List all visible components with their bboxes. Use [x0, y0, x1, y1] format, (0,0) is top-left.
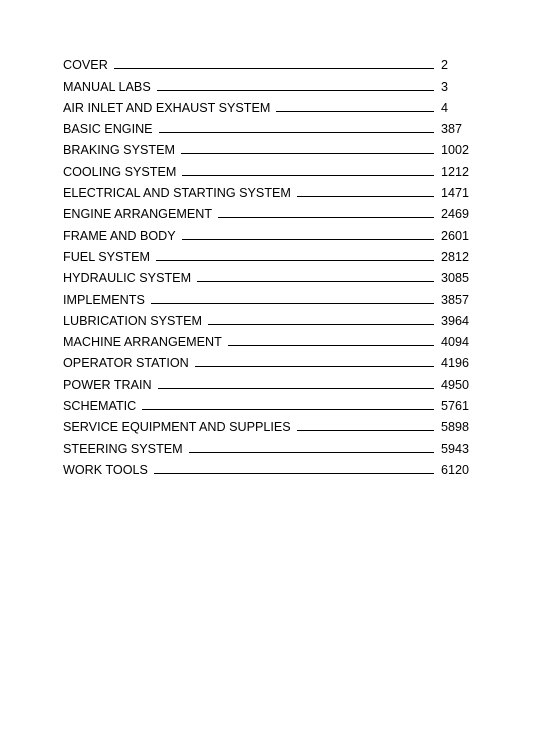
toc-entry-basic-engine[interactable]: [63, 115, 469, 136]
toc-entry-page: 4: [441, 100, 449, 115]
toc-entry-title: LUBRICATION SYSTEM: [63, 313, 203, 328]
toc-leader-line: [208, 324, 434, 325]
toc-leader-line: [276, 111, 434, 112]
toc-entry-machine-arrangement[interactable]: [63, 328, 469, 349]
toc-leader-line: [218, 217, 434, 218]
toc-entry-page: 5898: [440, 420, 469, 435]
toc-leader-line: [157, 90, 434, 91]
toc-entry-title: FUEL SYSTEM: [63, 249, 151, 264]
toc-entry-page: 4196: [440, 356, 469, 371]
toc-leader-line: [154, 473, 434, 474]
toc-entry-page: 3964: [440, 313, 469, 328]
toc-entry-title: ENGINE ARRANGEMENT: [63, 207, 213, 222]
toc-leader-line: [189, 452, 434, 453]
toc-entry-title: SERVICE EQUIPMENT AND SUPPLIES: [63, 420, 291, 435]
toc-entry-service-equipment-and-supplies[interactable]: [63, 413, 469, 434]
toc-leader-line: [159, 132, 434, 133]
toc-entry-hydraulic-system[interactable]: [63, 264, 469, 285]
toc-leader-line: [297, 430, 434, 431]
toc-entry-cooling-system[interactable]: [63, 157, 469, 178]
toc-leader-line: [182, 175, 434, 176]
toc-entry-title: BRAKING SYSTEM: [63, 143, 175, 158]
toc-entry-manual-labs[interactable]: [63, 72, 469, 93]
toc-entry-page: 3857: [440, 292, 469, 307]
toc-entry-implements[interactable]: [63, 285, 469, 306]
toc-entry-title: IMPLEMENTS: [63, 292, 145, 307]
toc-entry-page: 3: [441, 79, 449, 94]
toc-entry-work-tools[interactable]: [63, 456, 469, 477]
toc-leader-line: [197, 281, 434, 282]
toc-entry-title: COOLING SYSTEM: [63, 164, 177, 179]
toc-leader-line: [181, 153, 434, 154]
toc-entry-page: 1212: [440, 164, 469, 179]
toc-entry-page: 387: [441, 122, 463, 137]
table-of-contents: [63, 51, 469, 477]
toc-entry-page: 2: [441, 58, 449, 73]
toc-entry-cover[interactable]: [63, 51, 469, 72]
toc-leader-line: [182, 239, 434, 240]
toc-entry-page: 5761: [440, 399, 469, 414]
toc-entry-electrical-and-starting-system[interactable]: [63, 179, 469, 200]
toc-entry-schematic[interactable]: [63, 392, 469, 413]
toc-entry-steering-system[interactable]: [63, 434, 469, 455]
toc-entry-title: FRAME AND BODY: [63, 228, 176, 243]
toc-entry-air-inlet-and-exhaust-system[interactable]: [63, 94, 469, 115]
toc-entry-operator-station[interactable]: [63, 349, 469, 370]
toc-leader-line: [156, 260, 434, 261]
toc-entry-frame-and-body[interactable]: [63, 221, 469, 242]
toc-leader-line: [142, 409, 434, 410]
toc-entry-title: SCHEMATIC: [63, 399, 137, 414]
toc-entry-page: 1002: [440, 143, 469, 158]
toc-entry-title: ELECTRICAL AND STARTING SYSTEM: [63, 186, 291, 201]
toc-entry-braking-system[interactable]: [63, 136, 469, 157]
toc-leader-line: [195, 366, 434, 367]
toc-leader-line: [151, 303, 434, 304]
toc-entry-title: OPERATOR STATION: [63, 356, 189, 371]
toc-entry-fuel-system[interactable]: [63, 243, 469, 264]
toc-entry-lubrication-system[interactable]: [63, 307, 469, 328]
toc-entry-title: AIR INLET AND EXHAUST SYSTEM: [63, 100, 271, 115]
toc-entry-page: 6120: [440, 462, 469, 477]
toc-entry-title: MACHINE ARRANGEMENT: [63, 335, 222, 350]
toc-entry-page: 5943: [440, 441, 469, 456]
toc-entry-title: STEERING SYSTEM: [63, 441, 183, 456]
toc-entry-power-train[interactable]: [63, 370, 469, 391]
toc-entry-title: BASIC ENGINE: [63, 122, 153, 137]
toc-entry-title: WORK TOOLS: [63, 462, 148, 477]
toc-entry-title: HYDRAULIC SYSTEM: [63, 271, 192, 286]
toc-entry-page: 4094: [440, 335, 469, 350]
toc-entry-engine-arrangement[interactable]: [63, 200, 469, 221]
toc-leader-line: [158, 388, 434, 389]
toc-leader-line: [114, 68, 434, 69]
toc-entry-title: COVER: [63, 58, 108, 73]
toc-entry-page: 2812: [440, 249, 469, 264]
toc-entry-page: 4950: [440, 377, 469, 392]
toc-entry-title: MANUAL LABS: [63, 79, 151, 94]
toc-entry-page: 2469: [440, 207, 469, 222]
toc-entry-page: 3085: [440, 271, 469, 286]
toc-entry-page: 1471: [440, 186, 469, 201]
toc-leader-line: [228, 345, 434, 346]
toc-leader-line: [297, 196, 434, 197]
toc-entry-page: 2601: [440, 228, 469, 243]
toc-entry-title: POWER TRAIN: [63, 377, 152, 392]
